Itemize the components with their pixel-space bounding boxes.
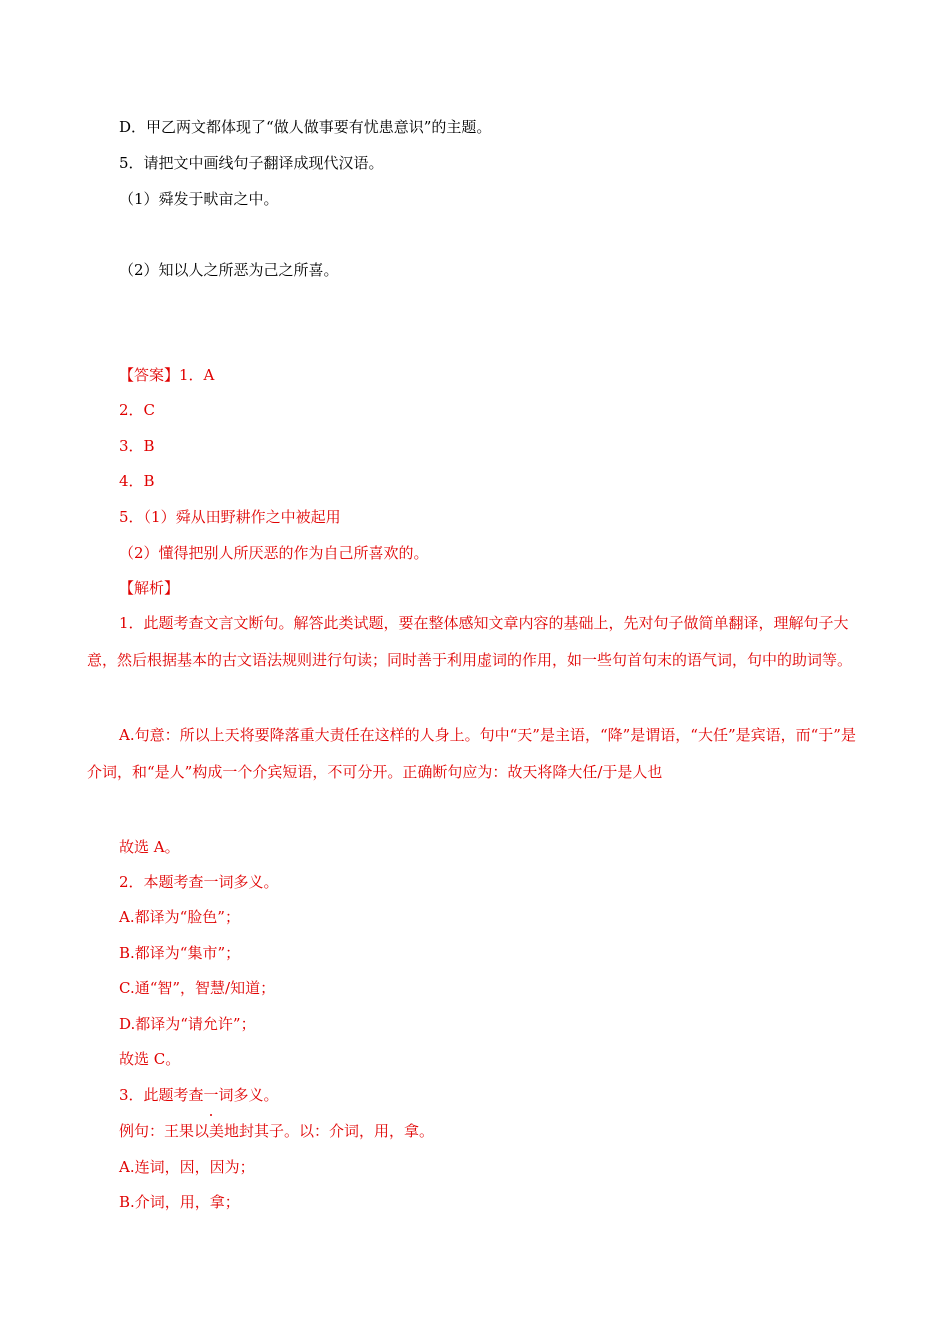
- analysis-line-9: 故选 C。: [119, 1050, 181, 1068]
- answer-5-part-2: （2）懂得把别人所厌恶的作为自己所喜欢的。: [119, 544, 429, 562]
- analysis-line-11: 例句：王果以美地封其子。以：介词，用，拿。: [119, 1122, 435, 1140]
- answer-1: 1．A: [179, 366, 215, 384]
- analysis-line-8: D.都译为“请允许”；: [119, 1015, 256, 1033]
- analysis-line-13: B.介词，用，拿；: [119, 1193, 240, 1211]
- analysis-line-4: 2．本题考查一词多义。: [119, 873, 279, 891]
- answer-5-part-1: 5．（1）舜从田野耕作之中被起用: [119, 508, 341, 526]
- answer-3: 3．B: [119, 437, 155, 455]
- analysis-line-10: 3．此题考查一词多义。: [119, 1086, 279, 1104]
- analysis-line-5: A.都译为“脸色”；: [119, 908, 240, 926]
- analysis-line-7: C.通“智”，智慧/知道；: [119, 979, 276, 997]
- analysis-line-6: B.都译为“集市”；: [119, 944, 241, 962]
- analysis-line-12: A.连词，因，因为；: [119, 1158, 255, 1176]
- analysis-paragraph-1: 1．此题考查文言文断句。解答此类试题，要在整体感知文章内容的基础上，先对句子做简单翻译，理解句子大意，然后根据基本的古文语法规则进行句读；同时善于利用虚词的作用，如一些句首句末的语气词，句中的助词等。: [87, 614, 853, 669]
- question-5-part-1: （1）舜发于畎亩之中。: [119, 190, 279, 208]
- analysis-paragraph-2: A.句意：所以上天将要降落重大责任在这样的人身上。句中“天”是主语，“降”是谓语，“大任”是宾语，而“于”是介词，和“是人”构成一个介宾短语，不可分开。正确断句应为：故天将降大任/于是人也: [87, 726, 856, 781]
- analysis-line-3: 故选 A。: [119, 838, 180, 856]
- answer-2: 2．C: [119, 401, 156, 419]
- question-d-option: D．甲乙两文都体现了“做人做事要有忧患意识”的主题。: [119, 118, 492, 136]
- question-5-part-2: （2）知以人之所恶为己之所喜。: [119, 261, 339, 279]
- analysis-label: 【解析】: [119, 579, 180, 597]
- answer-4: 4．B: [119, 472, 155, 490]
- question-5: 5．请把文中画线句子翻译成现代汉语。: [119, 154, 384, 172]
- answer-label: 【答案】: [119, 366, 180, 384]
- emphasis-dot: [210, 1114, 212, 1116]
